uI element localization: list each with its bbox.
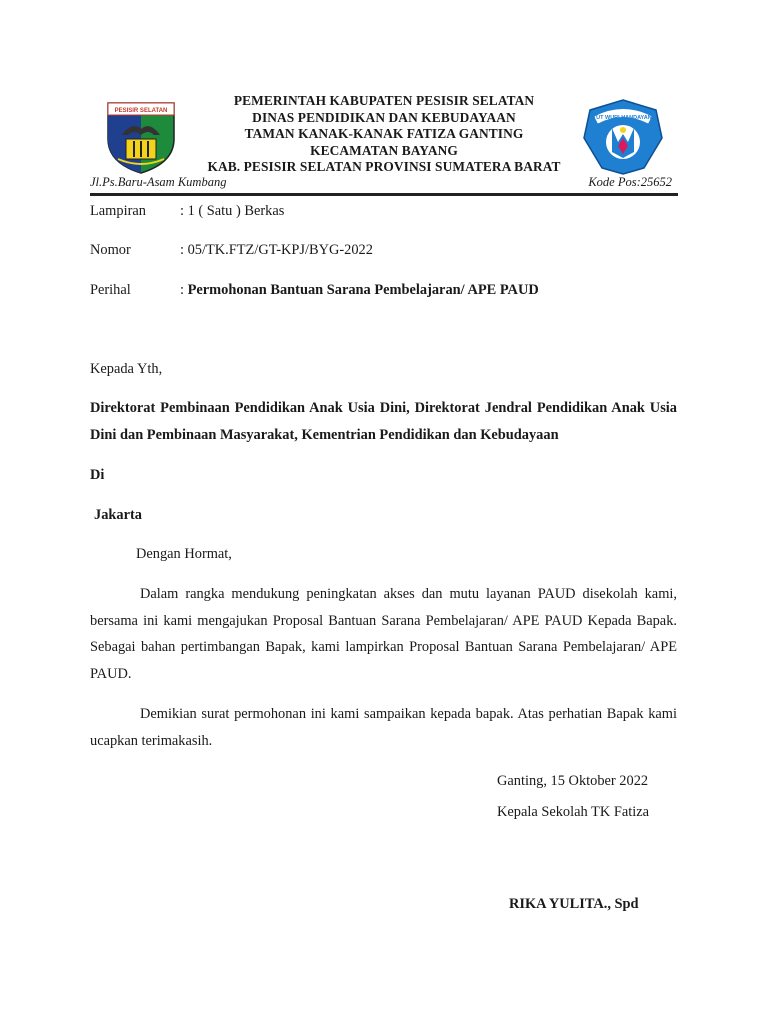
greeting: Dengan Hormat,	[136, 546, 232, 562]
letterhead-line-5: KAB. PESISIR SELATAN PROVINSI SUMATERA BARAT	[207, 159, 561, 174]
tut-wuri-handayani-logo	[582, 98, 664, 176]
recipient-city: Jakarta	[94, 507, 142, 523]
logo-caption: PESISIR SELATAN	[114, 108, 168, 114]
body-paragraph-1: Dalam rangka mendukung peningkatan akses dan mutu layanan PAUD disekolah kami, bersama ini kami mengajukan Proposal Bantuan Sarana Pembelajaran/ APE PAUD Kepada Bapak. Sebagai bahan pertimbangan Bapak, kami lampirkan Proposal Bantuan Sarana Pembelajaran/ APE PAUD.	[90, 586, 677, 683]
pesisir-selatan-logo	[104, 99, 178, 175]
salutation: Kepada Yth,	[90, 361, 163, 377]
recipient-di: Di	[90, 467, 105, 483]
letterhead-line-4: KECAMATAN BAYANG	[310, 142, 458, 158]
perihal-label: Perihal	[90, 282, 131, 298]
nomor-label: Nomor	[90, 242, 131, 258]
letterhead-line-3: TAMAN KANAK-KANAK FATIZA GANTING	[244, 126, 524, 141]
signer-position: Kepala Sekolah TK Fatiza	[497, 804, 649, 820]
perihal-value: Permohonan Bantuan Sarana Pembelajaran/ APE PAUD	[187, 282, 539, 298]
nomor-value: : 05/TK.FTZ/GT-KPJ/BYG-2022	[180, 242, 373, 258]
letterhead-line-1: PEMERINTAH KABUPATEN PESISIR SELATAN	[233, 93, 535, 108]
lampiran-label: Lampiran	[90, 203, 146, 219]
place-date: Ganting, 15 Oktober 2022	[497, 773, 649, 789]
letterhead-divider	[90, 193, 678, 196]
body-paragraph-2: Demikian surat permohonan ini kami sampaikan kepada bapak. Atas perhatian Bapak kami ucapkan terimakasih.	[90, 706, 677, 749]
school-address: Jl.Ps.Baru-Asam Kumbang	[90, 175, 227, 189]
perihal-value-line	[180, 282, 539, 299]
perihal-colon: :	[180, 282, 188, 298]
recipient-name: Direktorat Pembinaan Pendidikan Anak Usia Dini, Direktorat Jendral Pendidikan Anak Usia Dini dan Pembinaan Masyarakat, Kementrian Pendidikan dan Kebudayaan	[90, 400, 677, 443]
logo-motto: TUT WURI HANDAYANI	[592, 115, 654, 121]
postal-code: Kode Pos:25652	[588, 175, 672, 189]
letterhead-block	[190, 93, 578, 176]
letterhead-line-2: DINAS PENDIDIKAN DAN KEBUDAYAAN	[252, 109, 516, 125]
signer-name: RIKA YULITA., Spd	[509, 896, 639, 912]
lampiran-value: : 1 ( Satu ) Berkas	[180, 203, 285, 219]
